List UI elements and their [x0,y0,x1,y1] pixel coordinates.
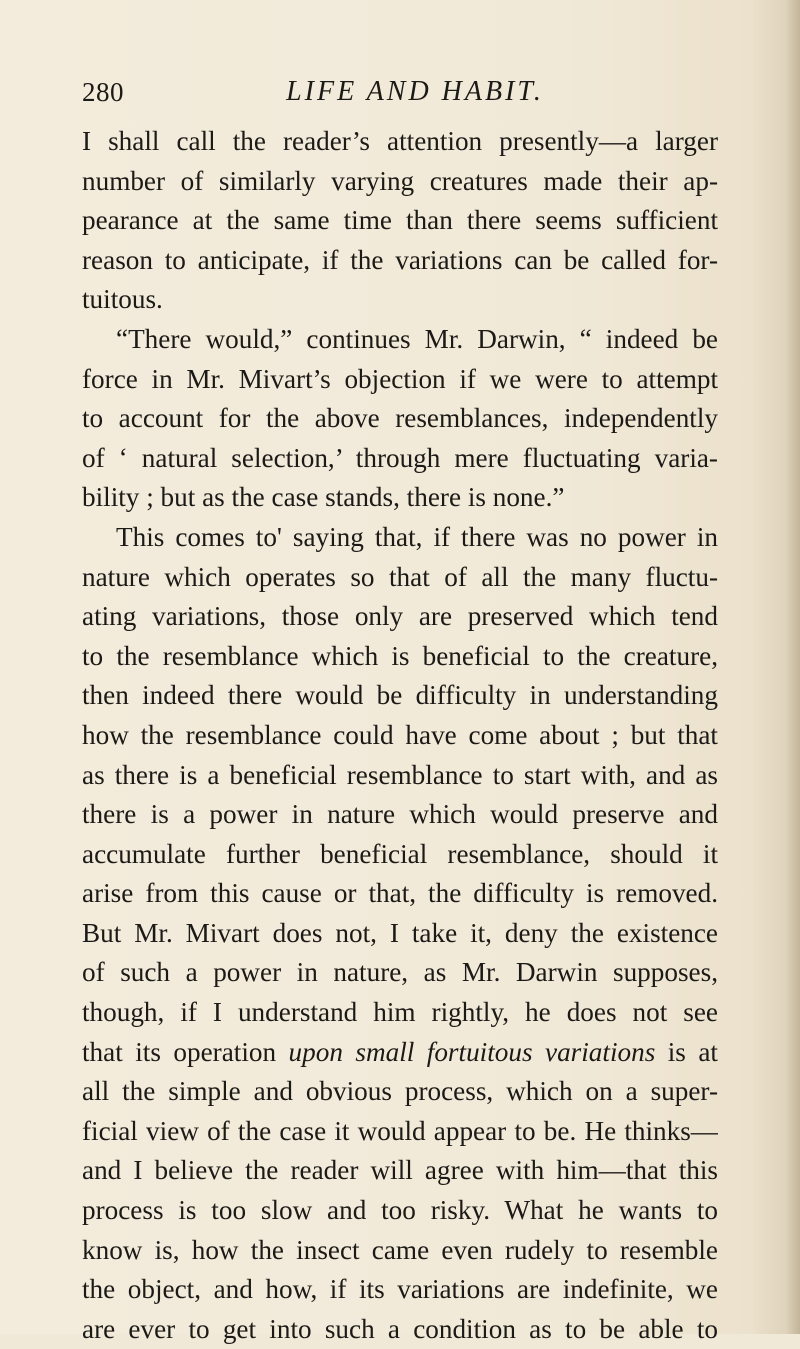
page-edge-shadow [786,0,800,1334]
text-line: “There would,” continues Mr. Darwin, “ indeed be [116,323,718,354]
text-line: nature which operates so that of all the many fluctu- [82,561,718,592]
text-line: though, if I understand him rightly, he does not see [82,997,718,1028]
italic-phrase: upon small fortuitous variations [288,1036,656,1067]
page-header [82,72,718,112]
text-line: number of similarly varying creatures made their ap- [82,165,718,196]
paragraph-3 [82,518,718,1349]
text-line: to the resemblance which is beneficial to the creature, [82,640,718,671]
text-line: But Mr. Mivart does not, I take it, deny the existence [82,917,718,948]
text-line: of ‘ natural selection,’ through mere fluctuating varia- [82,442,718,473]
text-line: and I believe the reader will agree with him—that this [82,1155,718,1186]
text-line: the object, and how, if its variations are indefinite, we [82,1274,718,1305]
text-line: process is too slow and too risky. What he wants to [82,1195,718,1226]
text-line: know is, how the insect came even rudely to resemble [82,1234,718,1265]
paragraph-1 [82,122,718,320]
text-line: I shall call the reader’s attention presently—a larger [82,126,718,156]
text-line: there is a power in nature which would preserve and [82,799,718,830]
text-line: all the simple and obvious process, which on a super- [82,1076,718,1107]
text-line: accumulate further beneficial resemblance, should it [82,838,718,869]
text-line-with-italic [82,1033,718,1073]
text-line: as there is a beneficial resemblance to start with, and as [82,759,718,790]
text-line: pearance at the same time than there seems sufficient [82,205,718,236]
body-text [82,122,718,1349]
text-line: how the resemblance could have come about ; but that [82,719,718,750]
running-title: LIFE AND HABIT. [286,76,544,107]
text-line: bility ; but as the case stands, there is none.” [82,482,565,513]
text-line: then indeed there would be difficulty in understanding [82,680,718,711]
text-line: ating variations, those only are preserved which tend [82,601,718,632]
text-line: tuitous. [82,284,163,315]
text-line: force in Mr. Mivart’s objection if we were to attempt [82,363,718,394]
text-line: are ever to get into such a condition as to be able to [82,1313,718,1344]
text-line: This comes to' saying that, if there was no power in [116,521,718,552]
text-line: arise from this cause or that, the difficulty is removed. [82,878,718,909]
page-number: 280 [82,77,124,107]
text-line: to account for the above resemblances, independently [82,403,718,434]
paragraph-2 [82,320,718,518]
text-line: ficial view of the case it would appear to be. He thinks— [82,1115,718,1146]
text-line: reason to anticipate, if the variations can be called for- [82,244,718,275]
line-start: that its operation [82,1036,289,1067]
line-end: is at [655,1036,718,1067]
text-line: of such a power in nature, as Mr. Darwin supposes, [82,957,718,988]
